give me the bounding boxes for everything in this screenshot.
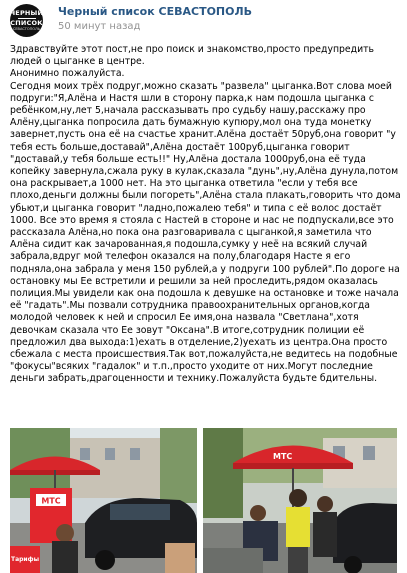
post-body [10,44,403,386]
banner-left: Тарифы [10,556,40,563]
photo-right[interactable] [203,428,397,573]
post-paragraph: Здравствуйте этот пост,не про поиск и знакомство,просто предупредить людей о цыганке в центре. [10,44,375,68]
avatar-text-1: ЧЕРНЫЙ [9,9,44,17]
group-avatar[interactable] [10,4,43,37]
mts-sign-right: МТС [273,452,293,461]
post-header [0,0,407,40]
photo-left[interactable] [10,428,197,573]
avatar-text-2: СПИСОК [10,19,43,27]
post-timestamp[interactable]: 50 минут назад [58,21,141,32]
mts-sign-left: МТС [41,496,61,506]
photo-left-image [10,428,197,573]
avatar-subtext: СЕВАСТОПОЛЬ [12,27,41,31]
post-paragraph: Анонимно пожалуйста. [10,68,125,80]
group-name-link[interactable]: Черный список СЕВАСТОПОЛЬ [58,5,252,18]
post-paragraph: Сегодня моих трёх подруг,можно сказать "развела" цыганка.Вот слова моей подруги:"Я,Алёна и Настя шли в сторону парка,к нам подошла цыганка с ребёнком,ну,лет 5,начала рассказывать про судьбу нашу,расскажу про Алёну,цыганка попросила дать бумажную купюру,мол она туда монетку завернет,пусть она её на счастье хранит.Алёна достаёт 50руб,она говорит "у тебя есть больше,доставай",Алёна достаёт 100руб,цыганка говорит "доставай,у тебя больше есть!!" Ну,Алёна достала 1000руб,она её туда копейку завернула,сжала руку в кулак,сказала "дунь",ну,Алёна дунула,потом она раскрывает,а 1000 нет. На это цыганка ответила "если у тебя все плохо,деньги должны были погореть",Алёна стала плакать,говорить что дома убьют,и цыганка говорит "ладно,пожалею тебя" и типа с её волос достаёт 1000. Все это время я стояла с Настей в стороне и нас не подпускали,все это рассказала Алёна,но пока она разговаривала с цыганкой,я заметила что Алёна сидит как зачарованная,я подошла,сумку у неё на всякий случай забрала,вдруг мой телефон оказался на полу,благодаря Насте я его подняла,она забрала у меня 150 рублей,а у подруги 100 рублей".По дороге на остановку мы Ее встретили и решили за ней проследить,рядом оказалась полиция.Мы увидели как она подошла к девушке на остановке и тоже начала её "гадать".Мы позвали сотрудника правоохранительных органов,когда молодой человек к ней и спросил Ее имя,она назвала "Светлана",хотя девочкам сказала что Ее зовут "Оксана".В итоге,сотрудник полиции её предложил два выхода:1)ехать в отделение,2)уехать из центра.Она просто сбежала с места происшествия.Так вот,пожалуйста,не ведитесь на подобные "фокусы"всяких "гадалок" и т.п.,просто уходите от них.Могут последние деньги забрать,драгоценности и технику.Пожалуйста будьте бдительны. [10,80,401,385]
photo-right-image [203,428,397,573]
